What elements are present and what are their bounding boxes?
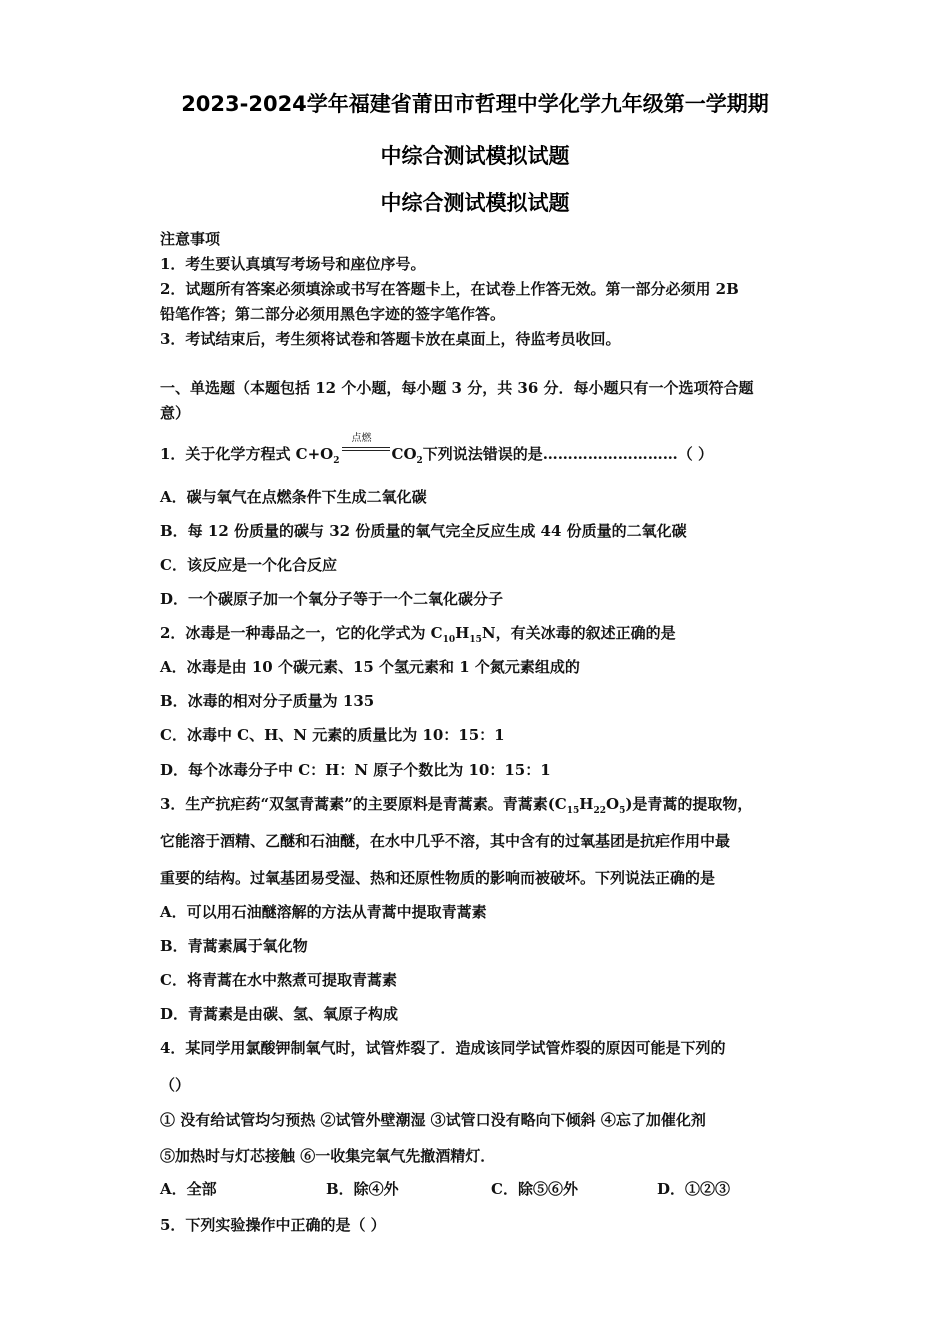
q4-reasons-1: ① 没有给试管均匀预热 ②试管外壁潮湿 ③试管口没有略向下倾斜 ④忘了加催化剂 xyxy=(160,1111,706,1129)
q2-stem-pre: 2．冰毒是一种毒品之一，它的化学式为 C xyxy=(160,624,443,642)
q5-stem: 5．下列实验操作中正确的是（ ） xyxy=(160,1216,386,1234)
q2-option-d: D．每个冰毒分子中 C：H：N 原子个数比为 10：15：1 xyxy=(160,761,551,779)
notice-item-1: 1．考生要认真填写考场号和座位序号。 xyxy=(160,255,426,273)
q4-option-d: D．①②③ xyxy=(657,1180,731,1198)
q1-co2-sub: 2 xyxy=(416,456,423,466)
q3-o: O xyxy=(605,795,620,813)
q4-stem-2: （） xyxy=(160,1076,191,1094)
q3-h-sub: 22 xyxy=(593,806,606,816)
q2-stem-post: N，有关冰毒的叙述正确的是 xyxy=(481,624,676,642)
q4-option-c: C．除⑤⑥外 xyxy=(491,1180,578,1198)
section-heading-a: 一、单选题（本题包括 12 个小题，每小题 3 分，共 36 分．每小题只有一个选项符合题 xyxy=(160,379,754,397)
q3-h: H xyxy=(579,795,594,813)
q3-option-b: B．青蒿素属于氧化物 xyxy=(160,937,308,955)
reaction-condition: 点燃 xyxy=(351,433,372,444)
q1-option-c: C．该反应是一个化合反应 xyxy=(160,556,337,574)
q3-option-c: C．将青蒿在水中熬煮可提取青蒿素 xyxy=(160,971,397,989)
notice-item-3: 3．考试结束后，考生须将试卷和答题卡放在桌面上，待监考员收回。 xyxy=(160,330,621,348)
q1-option-b: B．每 12 份质量的碳与 32 份质量的氧气完全反应生成 44 份质量的二氧化碳 xyxy=(160,522,687,540)
notice-item-2b: 铅笔作答；第二部分必须用黑色字迹的签字笔作答。 xyxy=(160,305,506,323)
exam-title-line2: 中综合测试模拟试题 xyxy=(380,144,570,168)
q2-option-c: C．冰毒中 C、H、N 元素的质量比为 10：15：1 xyxy=(160,726,505,744)
q3-stem-1 xyxy=(160,793,752,816)
q2-h: H xyxy=(455,624,470,642)
q3-option-a: A．可以用石油醚溶解的方法从青蒿中提取青蒿素 xyxy=(160,903,487,921)
reaction-arrow xyxy=(340,433,392,462)
q2-stem xyxy=(160,622,676,645)
q1-option-d: D．一个碳原子加一个氧分子等于一个二氧化碳分子 xyxy=(160,590,504,608)
q1-stem-pre: 1．关于化学方程式 C+O xyxy=(160,445,334,463)
section-heading-b: 意） xyxy=(160,404,191,422)
q1-option-a: A．碳与氧气在点燃条件下生成二氧化碳 xyxy=(160,488,427,506)
exam-title-line1: 2023-2024学年福建省莆田市哲理中学化学九年级第一学期期 xyxy=(181,92,769,116)
q4-option-b: B．除④外 xyxy=(326,1180,399,1198)
q3-stem1-post: )是青蒿的提取物， xyxy=(625,795,753,813)
q4-reasons-2: ⑤加热时与灯芯接触 ⑥一收集完氧气先撤酒精灯． xyxy=(160,1147,496,1165)
notice-heading: 注意事项 xyxy=(160,230,221,248)
q1-stem-post: 下列说法错误的是………………………（ ） xyxy=(422,445,714,463)
q2-c-sub: 10 xyxy=(442,635,456,645)
q3-c-sub: 15 xyxy=(566,806,580,816)
q3-stem-2: 它能溶于酒精、乙醚和石油醚，在水中几乎不溶，其中含有的过氧基团是抗疟作用中最 xyxy=(160,832,731,850)
q3-stem-3: 重要的结构。过氧基团易受湿、热和还原性物质的影响而被破坏。下列说法正确的是 xyxy=(160,869,716,887)
q3-o-sub: 5 xyxy=(619,806,626,816)
q1-stem xyxy=(160,433,714,466)
q2-option-b: B．冰毒的相对分子质量为 135 xyxy=(160,692,375,710)
q1-product: CO xyxy=(391,445,417,463)
q2-option-a: A．冰毒是由 10 个碳元素、15 个氢元素和 1 个氮元素组成的 xyxy=(160,658,580,676)
q4-option-a: A．全部 xyxy=(160,1180,217,1198)
q4-stem-1: 4．某同学用氯酸钾制氧气时，试管炸裂了．造成该同学试管炸裂的原因可能是下列的 xyxy=(160,1039,726,1057)
exam-title-line3: 中综合测试模拟试题 xyxy=(380,191,570,215)
q3-stem1-pre: 3．生产抗疟药“双氢青蒿素”的主要原料是青蒿素。青蒿素(C xyxy=(160,795,567,813)
notice-item-2a: 2．试题所有答案必须填涂或书写在答题卡上，在试卷上作答无效。第一部分必须用 2B xyxy=(160,280,739,298)
q3-option-d: D．青蒿素是由碳、氢、氧原子构成 xyxy=(160,1005,399,1023)
q2-h-sub: 15 xyxy=(469,635,482,645)
q1-o2-sub: 2 xyxy=(333,456,340,466)
